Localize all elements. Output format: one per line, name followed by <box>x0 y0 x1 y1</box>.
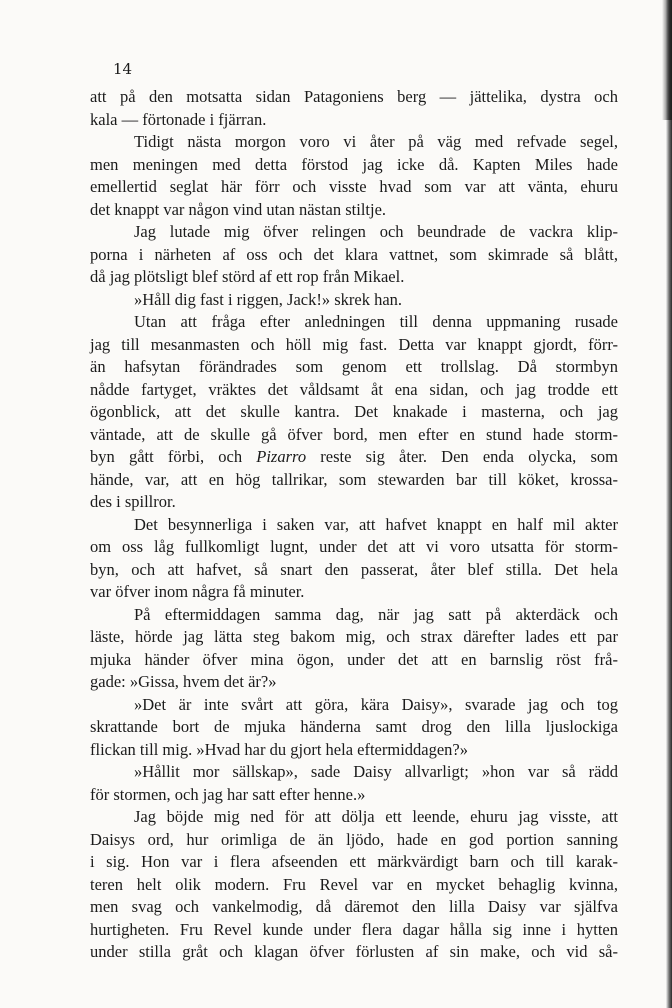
text-line: emellertid seglat här förr och visste hvad som var att vänta, ehuru <box>90 177 618 196</box>
text-line: jag till mesanmasten och höll mig fast. Detta var knappt gjordt, förr- <box>90 334 618 354</box>
book-spine-edge <box>662 0 672 120</box>
text-line: hurtigheten. Fru Revel kunde under flera dagar hålla sig inne i hytten <box>90 919 618 939</box>
text-line: för stormen, och jag har satt efter henne.» <box>90 784 366 804</box>
text-line: nådde fartyget, vräktes det våldsamt åt ena sidan, och jag trodde ett <box>90 379 618 399</box>
text-line: under stilla gråt och klagan öfver förlusten af sin make, och vid så- <box>90 942 618 961</box>
text-line: väntade, att de skulle gå öfver bord, men efter en stund hade storm- <box>90 424 618 444</box>
text-line: Daisys ord, hur orimliga de än ljödo, hade en god portion sanning <box>90 829 618 849</box>
text-line: men svag och vankelmodig, då däremot den lilla Daisy var själfva <box>90 897 618 916</box>
text-line: Utan att fråga efter anledningen till denna uppmaning rusade <box>134 312 618 331</box>
text-line: att på den motsatta sidan Patagoniens berg — jättelika, dystra och <box>90 87 618 106</box>
body-text <box>90 86 618 964</box>
text-line: Tidigt nästa morgon voro vi åter på väg med refvade segel, <box>134 132 618 151</box>
text-line: kala — förtonade i fjärran. <box>90 109 267 129</box>
book-spine-shadow <box>666 0 672 1008</box>
text-line: läste, hörde jag lätta steg bakom mig, och strax därefter lades ett par <box>90 627 618 646</box>
text-line: byn, och att hafvet, så snart den passerat, åter blef stilla. Det hela <box>90 559 618 579</box>
text-line: byn gått förbi, och Pizarro reste sig åter. Den enda olycka, som <box>90 447 618 466</box>
text-line: än hafsytan förändrades som genom ett trollslag. Då stormbyn <box>90 357 618 376</box>
text-line: »Det är inte svårt att göra, kära Daisy», svarade jag och tog <box>134 694 618 714</box>
text-line: »Hållit mor sällskap», sade Daisy allvarligt; »hon var så rädd <box>134 762 618 781</box>
text-line: Jag böjde mig ned för att dölja ett leende, ehuru jag visste, att <box>134 807 618 826</box>
text-line: det knappt var någon vind utan nästan stiltje. <box>90 199 387 219</box>
text-line: hände, var, att en hög tallrikar, som stewarden bar till köket, krossa- <box>90 469 618 489</box>
text-line: des i spillror. <box>90 492 176 511</box>
text-line: Jag lutade mig öfver relingen och beundrade de vackra klip- <box>134 222 618 241</box>
text-line: då jag plötsligt blef störd af ett rop från Mikael. <box>90 267 405 286</box>
text-line: men meningen med detta förstod jag icke då. Kapten Miles hade <box>90 154 618 174</box>
text-line: mjuka händer öfver mina ögon, under det att en barnslig röst frå- <box>90 649 618 669</box>
text-line: teren helt olik modern. Fru Revel var en mycket behaglig kvinna, <box>90 874 618 894</box>
ship-name: Pizarro <box>256 447 307 466</box>
text-line: om oss låg fullkomligt lugnt, under det att vi voro utsatta för storm- <box>90 537 618 556</box>
text-line: På eftermiddagen samma dag, när jag satt på akterdäck och <box>134 604 618 624</box>
page-number: 14 <box>113 60 133 78</box>
text-line: ögonblick, att det skulle kantra. Det knakade i masterna, och jag <box>90 402 618 421</box>
text-line: porna i närheten af oss och det klara vattnet, som skimrade så blått, <box>90 244 618 264</box>
text-line: »Håll dig fast i riggen, Jack!» skrek han. <box>134 289 403 309</box>
text-line: i sig. Hon var i flera afseenden ett märkvärdigt barn och till karak- <box>90 852 618 871</box>
text-line: flickan till mig. »Hvad har du gjort hela eftermiddagen?» <box>90 739 469 759</box>
text-line: var öfver inom några få minuter. <box>90 582 305 601</box>
text-line: Det besynnerliga i saken var, att hafvet knappt en half mil akter <box>134 514 618 534</box>
text-line: gade: »Gissa, hvem det är?» <box>90 672 277 691</box>
text-line: skrattande bort de mjuka händerna samt drog den lilla ljuslockiga <box>90 717 618 736</box>
